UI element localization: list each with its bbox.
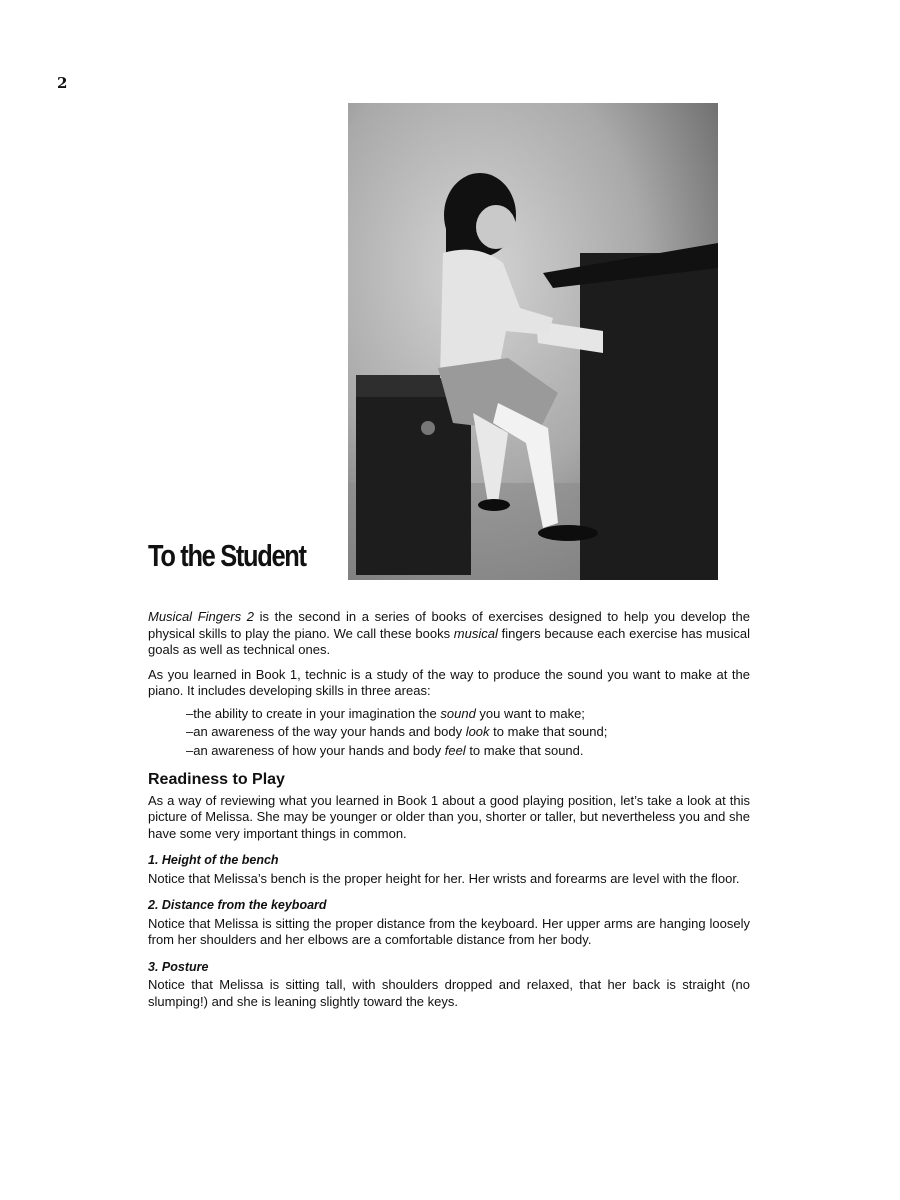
distance-paragraph: Notice that Melissa is sitting the proper distance from the keyboard. Her upper arms are hanging loosely from her shoulders and her elbows are a comfortable distance from her body. bbox=[148, 915, 750, 947]
intro-paragraph-2: As you learned in Book 1, technic is a study of the way to produce the sound you want to make at the piano. It includes developing skills in three areas: bbox=[148, 666, 750, 698]
subheading-bench-height: 1. Height of the bench bbox=[148, 853, 279, 867]
list-item: –an awareness of how your hands and body feel to make that sound. bbox=[186, 742, 584, 758]
list-item: –the ability to create in your imagination the sound you want to make; bbox=[186, 705, 585, 721]
page-number: 2 bbox=[57, 74, 68, 92]
readiness-paragraph: As a way of reviewing what you learned in Book 1 about a good playing position, let’s take a look at this picture of Melissa. She may be younger or older than you, shorter or taller, but nevertheless you and she have some very important things in common. bbox=[148, 792, 750, 841]
bench-height-paragraph: Notice that Melissa’s bench is the proper height for her. Her wrists and forearms are level with the floor. bbox=[148, 870, 740, 886]
book-title: Musical Fingers 2 bbox=[148, 609, 254, 624]
subheading-posture: 3. Posture bbox=[148, 959, 209, 974]
body-text bbox=[148, 609, 750, 1018]
subheading-distance: 2. Distance from the keyboard bbox=[148, 898, 327, 912]
page-title: To the Student bbox=[148, 538, 306, 573]
list-item: –an awareness of the way your hands and body look to make that sound; bbox=[186, 724, 608, 739]
photo-girl-at-piano bbox=[348, 103, 718, 580]
section-heading: Readiness to Play bbox=[148, 771, 285, 788]
posture-paragraph: Notice that Melissa is sitting tall, with shoulders dropped and relaxed, that her back is straight (no slumping!) and she is leaning slightly toward the keys. bbox=[148, 977, 750, 1009]
intro-paragraph-1: Musical Fingers 2 is the second in a series of books of exercises designed to help you develop the physical skills to play the piano. We call these books musical fingers because each exercise has musical goals as well as technical ones. bbox=[148, 609, 750, 657]
skill-areas-list bbox=[186, 705, 750, 761]
